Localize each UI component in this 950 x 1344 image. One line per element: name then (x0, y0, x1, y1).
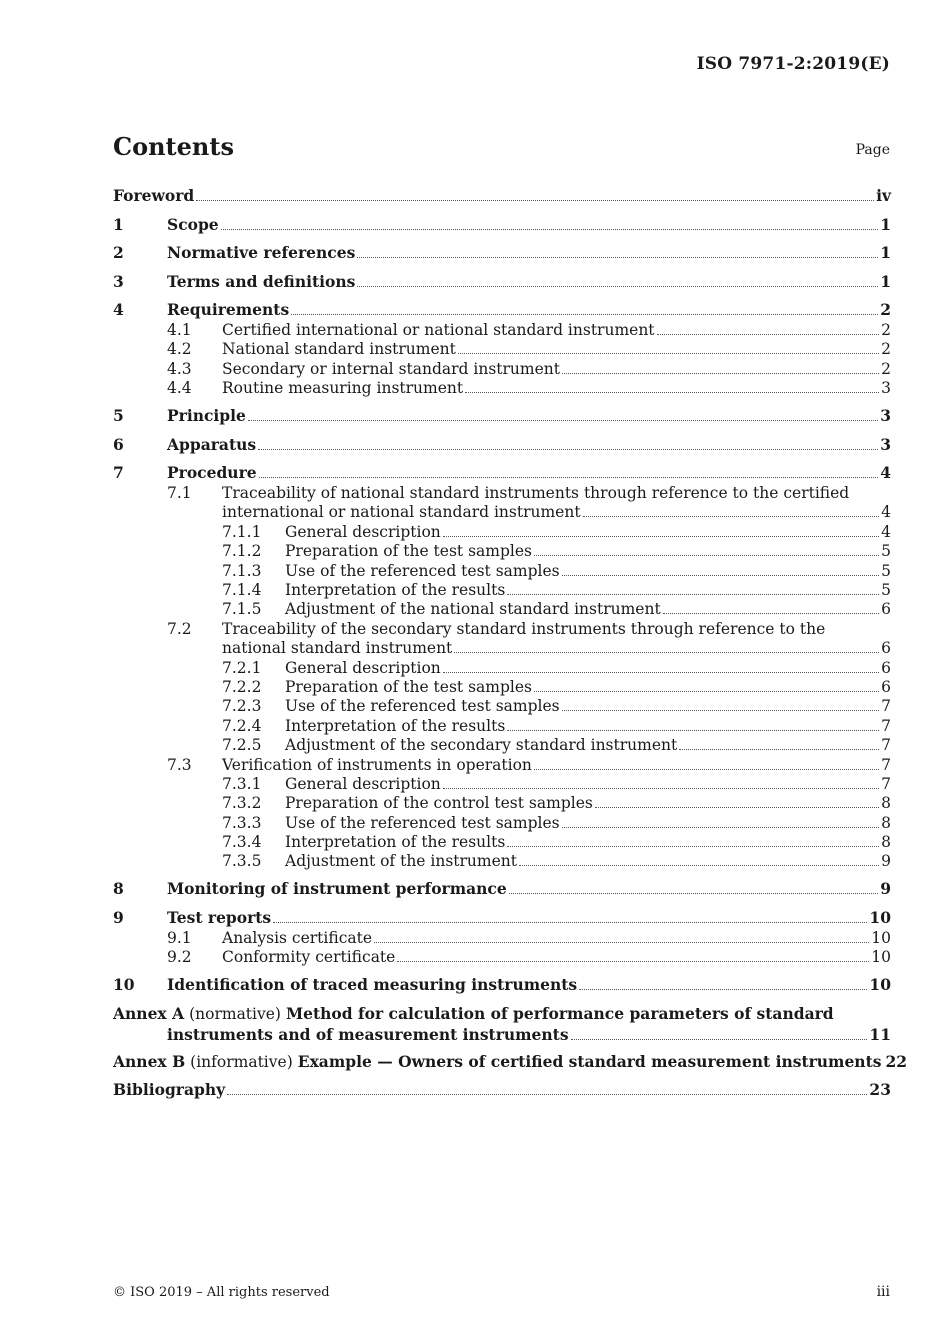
toc-entry-page: 7 (881, 755, 891, 774)
toc-entry-page: iv (876, 186, 891, 205)
toc-entry-title: Terms and definitions (167, 271, 356, 291)
toc-entry-line[interactable] (113, 484, 891, 503)
toc-entry-number: 3 (113, 271, 124, 291)
toc-entry-title: Verification of instruments in operation (222, 755, 532, 774)
dot-leader (397, 960, 869, 962)
toc-entry-page: 1 (880, 214, 891, 234)
toc-entry-number: 8 (113, 879, 124, 899)
dot-leader (258, 448, 878, 450)
toc-entry-title: Interpretation of the results (285, 581, 506, 600)
toc-entry-page: 8 (881, 794, 891, 813)
dot-leader (248, 419, 878, 421)
toc-entry-title: Routine measuring instrument (222, 379, 464, 398)
toc-entry-page: 2 (881, 340, 891, 359)
toc-entry-number: 9.2 (167, 948, 192, 967)
toc-entry-page: 23 (869, 1080, 891, 1100)
dot-leader (196, 199, 874, 201)
toc-entry-number: 2 (113, 243, 124, 262)
toc-entry[interactable] (113, 562, 891, 581)
page-column-label: Page (855, 142, 890, 158)
dot-leader (374, 941, 869, 943)
toc-entry-bibliography[interactable] (113, 1073, 891, 1102)
toc-entry-page: 22 (885, 1051, 908, 1071)
toc-entry-title: Interpretation of the results (285, 716, 506, 735)
toc-entry-number: 10 (113, 975, 135, 995)
toc-entry-title: Foreword (113, 186, 195, 205)
toc-entry-title: Principle (167, 406, 246, 426)
dot-leader (443, 787, 879, 789)
toc-entry[interactable] (113, 581, 891, 600)
toc-entry-number: 7 (113, 463, 124, 483)
dot-leader (571, 1038, 868, 1040)
toc-entry-page: 11 (869, 1024, 891, 1044)
toc-entry-title: international or national standard instrument (222, 503, 581, 522)
toc-entry-page: 7 (881, 697, 891, 716)
toc-entry-number: 4 (113, 300, 124, 319)
toc-entry-number: 7.3.5 (222, 852, 262, 871)
toc-entry-title: Use of the referenced test samples (285, 561, 560, 580)
dot-leader (595, 806, 879, 808)
toc-entry[interactable] (113, 321, 891, 340)
toc-entry[interactable] (113, 207, 891, 236)
dot-leader (507, 845, 879, 847)
dot-leader (519, 864, 879, 866)
toc-entry[interactable] (113, 833, 891, 852)
toc-entry-title: Certified international or national standard instrument (222, 321, 655, 339)
toc-entry-number: 7.2.5 (222, 736, 262, 755)
dot-leader (273, 921, 867, 923)
toc-entry-number: 7.1.1 (222, 522, 262, 541)
toc-entry-title: Secondary or internal standard instrument (222, 359, 560, 378)
toc-entry-page: 1 (880, 271, 891, 291)
toc-entry-page: 5 (881, 542, 891, 561)
toc-entry-number: 7.1.3 (222, 561, 262, 580)
toc-entry-page: 10 (869, 907, 891, 927)
toc-entry[interactable] (113, 379, 891, 398)
dot-leader (583, 515, 880, 517)
toc-entry-title: Adjustment of the instrument (285, 852, 518, 871)
toc-entry-number: 6 (113, 434, 124, 454)
toc-entry-page: 3 (881, 379, 891, 398)
toc-entry[interactable] (113, 360, 891, 379)
toc-entry[interactable] (113, 293, 891, 322)
toc-entry-title: Method for calculation of performance parameters of standard (285, 1003, 834, 1023)
toc-entry-page: 4 (881, 503, 891, 522)
toc-entry[interactable] (113, 340, 891, 359)
toc-entry-annex-b[interactable] (113, 1044, 908, 1073)
toc-entry-number: 7.2.4 (222, 716, 262, 735)
dot-leader (679, 748, 879, 750)
toc-entry-title: General description (285, 774, 441, 793)
dot-leader (579, 988, 867, 990)
toc-entry-title: Analysis certificate (222, 928, 373, 947)
toc-entry-page: 1 (880, 243, 891, 262)
toc-entry-title: Interpretation of the results (285, 833, 506, 852)
toc-entry[interactable] (113, 968, 891, 997)
toc-entry-page: 10 (869, 975, 891, 995)
toc-entry-number: 7.3.3 (222, 813, 262, 832)
toc-entry[interactable] (113, 600, 891, 619)
toc-entry[interactable] (113, 456, 891, 485)
toc-entry[interactable] (113, 503, 891, 522)
toc-entry-annex-a[interactable] (113, 996, 891, 1025)
annex-label: Annex B (113, 1051, 186, 1071)
dot-leader (291, 313, 878, 315)
toc-entry-page: 6 (881, 639, 891, 658)
toc-entry-page: 10 (871, 948, 891, 967)
page-number: iii (876, 1284, 890, 1300)
toc-entry[interactable] (113, 236, 891, 265)
toc-entry-number: 7.2.2 (222, 677, 262, 696)
toc-entry[interactable] (113, 736, 891, 755)
toc-entry-title: Adjustment of the secondary standard instrument (285, 736, 678, 755)
toc-entry-title: Use of the referenced test samples (285, 813, 560, 832)
toc-entry-page: 8 (881, 833, 891, 852)
toc-entry[interactable] (113, 794, 891, 813)
toc-entry-number: 4.2 (167, 340, 192, 359)
toc-entry-number: 7.3.4 (222, 833, 262, 852)
toc-entry[interactable] (113, 775, 891, 794)
dot-leader (534, 768, 879, 770)
toc-entry-title: National standard instrument (222, 340, 456, 359)
annex-label: Annex A (113, 1003, 185, 1023)
toc-entry-page: 6 (881, 600, 891, 619)
toc-entry-page: 3 (880, 434, 891, 454)
toc-entry-title: Traceability of the secondary standard instruments through reference to the (222, 619, 826, 638)
toc-entry-title: Identification of traced measuring instruments (167, 975, 578, 995)
toc-entry-page: 7 (881, 774, 891, 793)
toc-entry[interactable] (113, 872, 891, 901)
toc-entry-page: 6 (881, 677, 891, 696)
toc-entry-title: Requirements (167, 300, 290, 319)
toc-entry-page: 7 (881, 736, 891, 755)
toc-entry-title: Preparation of the test samples (285, 542, 532, 561)
toc-entry[interactable] (113, 678, 891, 697)
table-of-contents (113, 185, 908, 1101)
toc-entry[interactable] (113, 900, 891, 929)
toc-entry-title: Traceability of national standard instruments through reference to the certified (222, 484, 850, 503)
toc-entry[interactable] (113, 756, 891, 775)
dot-leader (657, 333, 880, 335)
toc-entry-number: 7.1.5 (222, 600, 262, 619)
dot-leader (509, 892, 878, 894)
toc-entry-page: 7 (881, 716, 891, 735)
toc-entry[interactable] (113, 948, 891, 967)
dot-leader (454, 651, 879, 653)
toc-entry-page: 8 (881, 813, 891, 832)
toc-entry[interactable] (113, 427, 891, 456)
toc-entry[interactable] (113, 523, 891, 542)
dot-leader (443, 671, 879, 673)
toc-entry[interactable] (113, 697, 891, 716)
document-id: ISO 7971-2:2019(E) (696, 54, 890, 74)
annex-type: (normative) (189, 1004, 281, 1023)
page-title: Contents (113, 132, 234, 161)
dot-leader (534, 690, 879, 692)
toc-entry-title: Example — Owners of certified standard measurement instruments (297, 1051, 882, 1071)
toc-entry[interactable] (113, 264, 891, 293)
dot-leader (443, 535, 879, 537)
toc-entry-number: 7.2.1 (222, 658, 262, 677)
toc-entry-page: 2 (880, 300, 891, 319)
toc-entry-title: Preparation of the control test samples (285, 794, 593, 813)
toc-entry-page: 6 (881, 658, 891, 677)
toc-entry-page: 5 (881, 561, 891, 580)
toc-entry-title: General description (285, 658, 441, 677)
toc-entry-number: 4.4 (167, 379, 192, 398)
toc-entry-page: 3 (880, 406, 891, 426)
toc-entry-title: national standard instrument (222, 639, 453, 658)
dot-leader (357, 285, 878, 287)
toc-entry-title: Procedure (167, 463, 257, 483)
toc-entry-number: 4.3 (167, 359, 192, 378)
dot-leader (259, 476, 879, 478)
toc-entry-page: 2 (881, 359, 891, 378)
toc-entry-page: 10 (871, 928, 891, 947)
dot-leader (562, 574, 880, 576)
toc-entry-line[interactable] (113, 620, 891, 639)
toc-entry[interactable] (113, 399, 891, 428)
toc-entry[interactable] (113, 717, 891, 736)
toc-entry-title: Test reports (167, 907, 272, 927)
toc-entry-title: instruments and of measurement instruments (167, 1024, 569, 1044)
toc-entry-number: 9.1 (167, 928, 192, 947)
dot-leader (221, 228, 879, 230)
toc-entry-number: 7.3.2 (222, 794, 262, 813)
toc-entry[interactable] (113, 1025, 891, 1044)
toc-entry[interactable] (113, 542, 891, 561)
toc-entry-number: 1 (113, 214, 124, 234)
copyright-notice: © ISO 2019 – All rights reserved (113, 1285, 330, 1300)
toc-entry-title: Apparatus (167, 434, 257, 454)
toc-entry[interactable] (113, 659, 891, 678)
toc-entry-number: 7.1.2 (222, 542, 262, 561)
toc-entry-title: Conformity certificate (222, 948, 396, 967)
toc-entry-page: 4 (880, 463, 891, 483)
toc-entry-page: 9 (880, 879, 891, 899)
toc-entry-number: 4.1 (167, 321, 192, 339)
toc-entry-title: Adjustment of the national standard instrument (285, 600, 661, 619)
toc-entry-number: 7.1 (167, 484, 192, 503)
dot-leader (562, 709, 880, 711)
dot-leader (357, 256, 878, 258)
toc-entry-title: General description (285, 522, 441, 541)
toc-entry-page: 2 (881, 321, 891, 339)
toc-entry-number: 7.2 (167, 619, 192, 638)
toc-entry-page: 9 (881, 852, 891, 871)
toc-entry-title: Bibliography (113, 1080, 226, 1100)
toc-entry-number: 7.3 (167, 755, 192, 774)
toc-entry[interactable] (113, 929, 891, 948)
toc-entry-page: 5 (881, 581, 891, 600)
toc-entry[interactable] (113, 185, 891, 207)
dot-leader (534, 554, 879, 556)
dot-leader (507, 593, 879, 595)
toc-entry[interactable] (113, 639, 891, 658)
dot-leader (663, 612, 879, 614)
dot-leader (227, 1093, 867, 1095)
dot-leader (562, 372, 879, 374)
toc-entry-title: Use of the referenced test samples (285, 697, 560, 716)
toc-entry-number: 7.3.1 (222, 774, 262, 793)
toc-entry-title: Normative references (167, 243, 356, 262)
toc-entry-title: Preparation of the test samples (285, 677, 532, 696)
toc-entry-number: 7.2.3 (222, 697, 262, 716)
dot-leader (465, 391, 879, 393)
toc-entry-title: Monitoring of instrument performance (167, 879, 507, 899)
dot-leader (507, 729, 879, 731)
toc-entry-page: 4 (881, 522, 891, 541)
dot-leader (458, 352, 879, 354)
toc-entry[interactable] (113, 814, 891, 833)
dot-leader (562, 826, 880, 828)
toc-entry-number: 9 (113, 907, 124, 927)
toc-entry-number: 7.1.4 (222, 581, 262, 600)
toc-entry[interactable] (113, 852, 891, 871)
toc-entry-title: Scope (167, 214, 219, 234)
toc-entry-number: 5 (113, 406, 124, 426)
annex-type: (informative) (190, 1052, 293, 1071)
